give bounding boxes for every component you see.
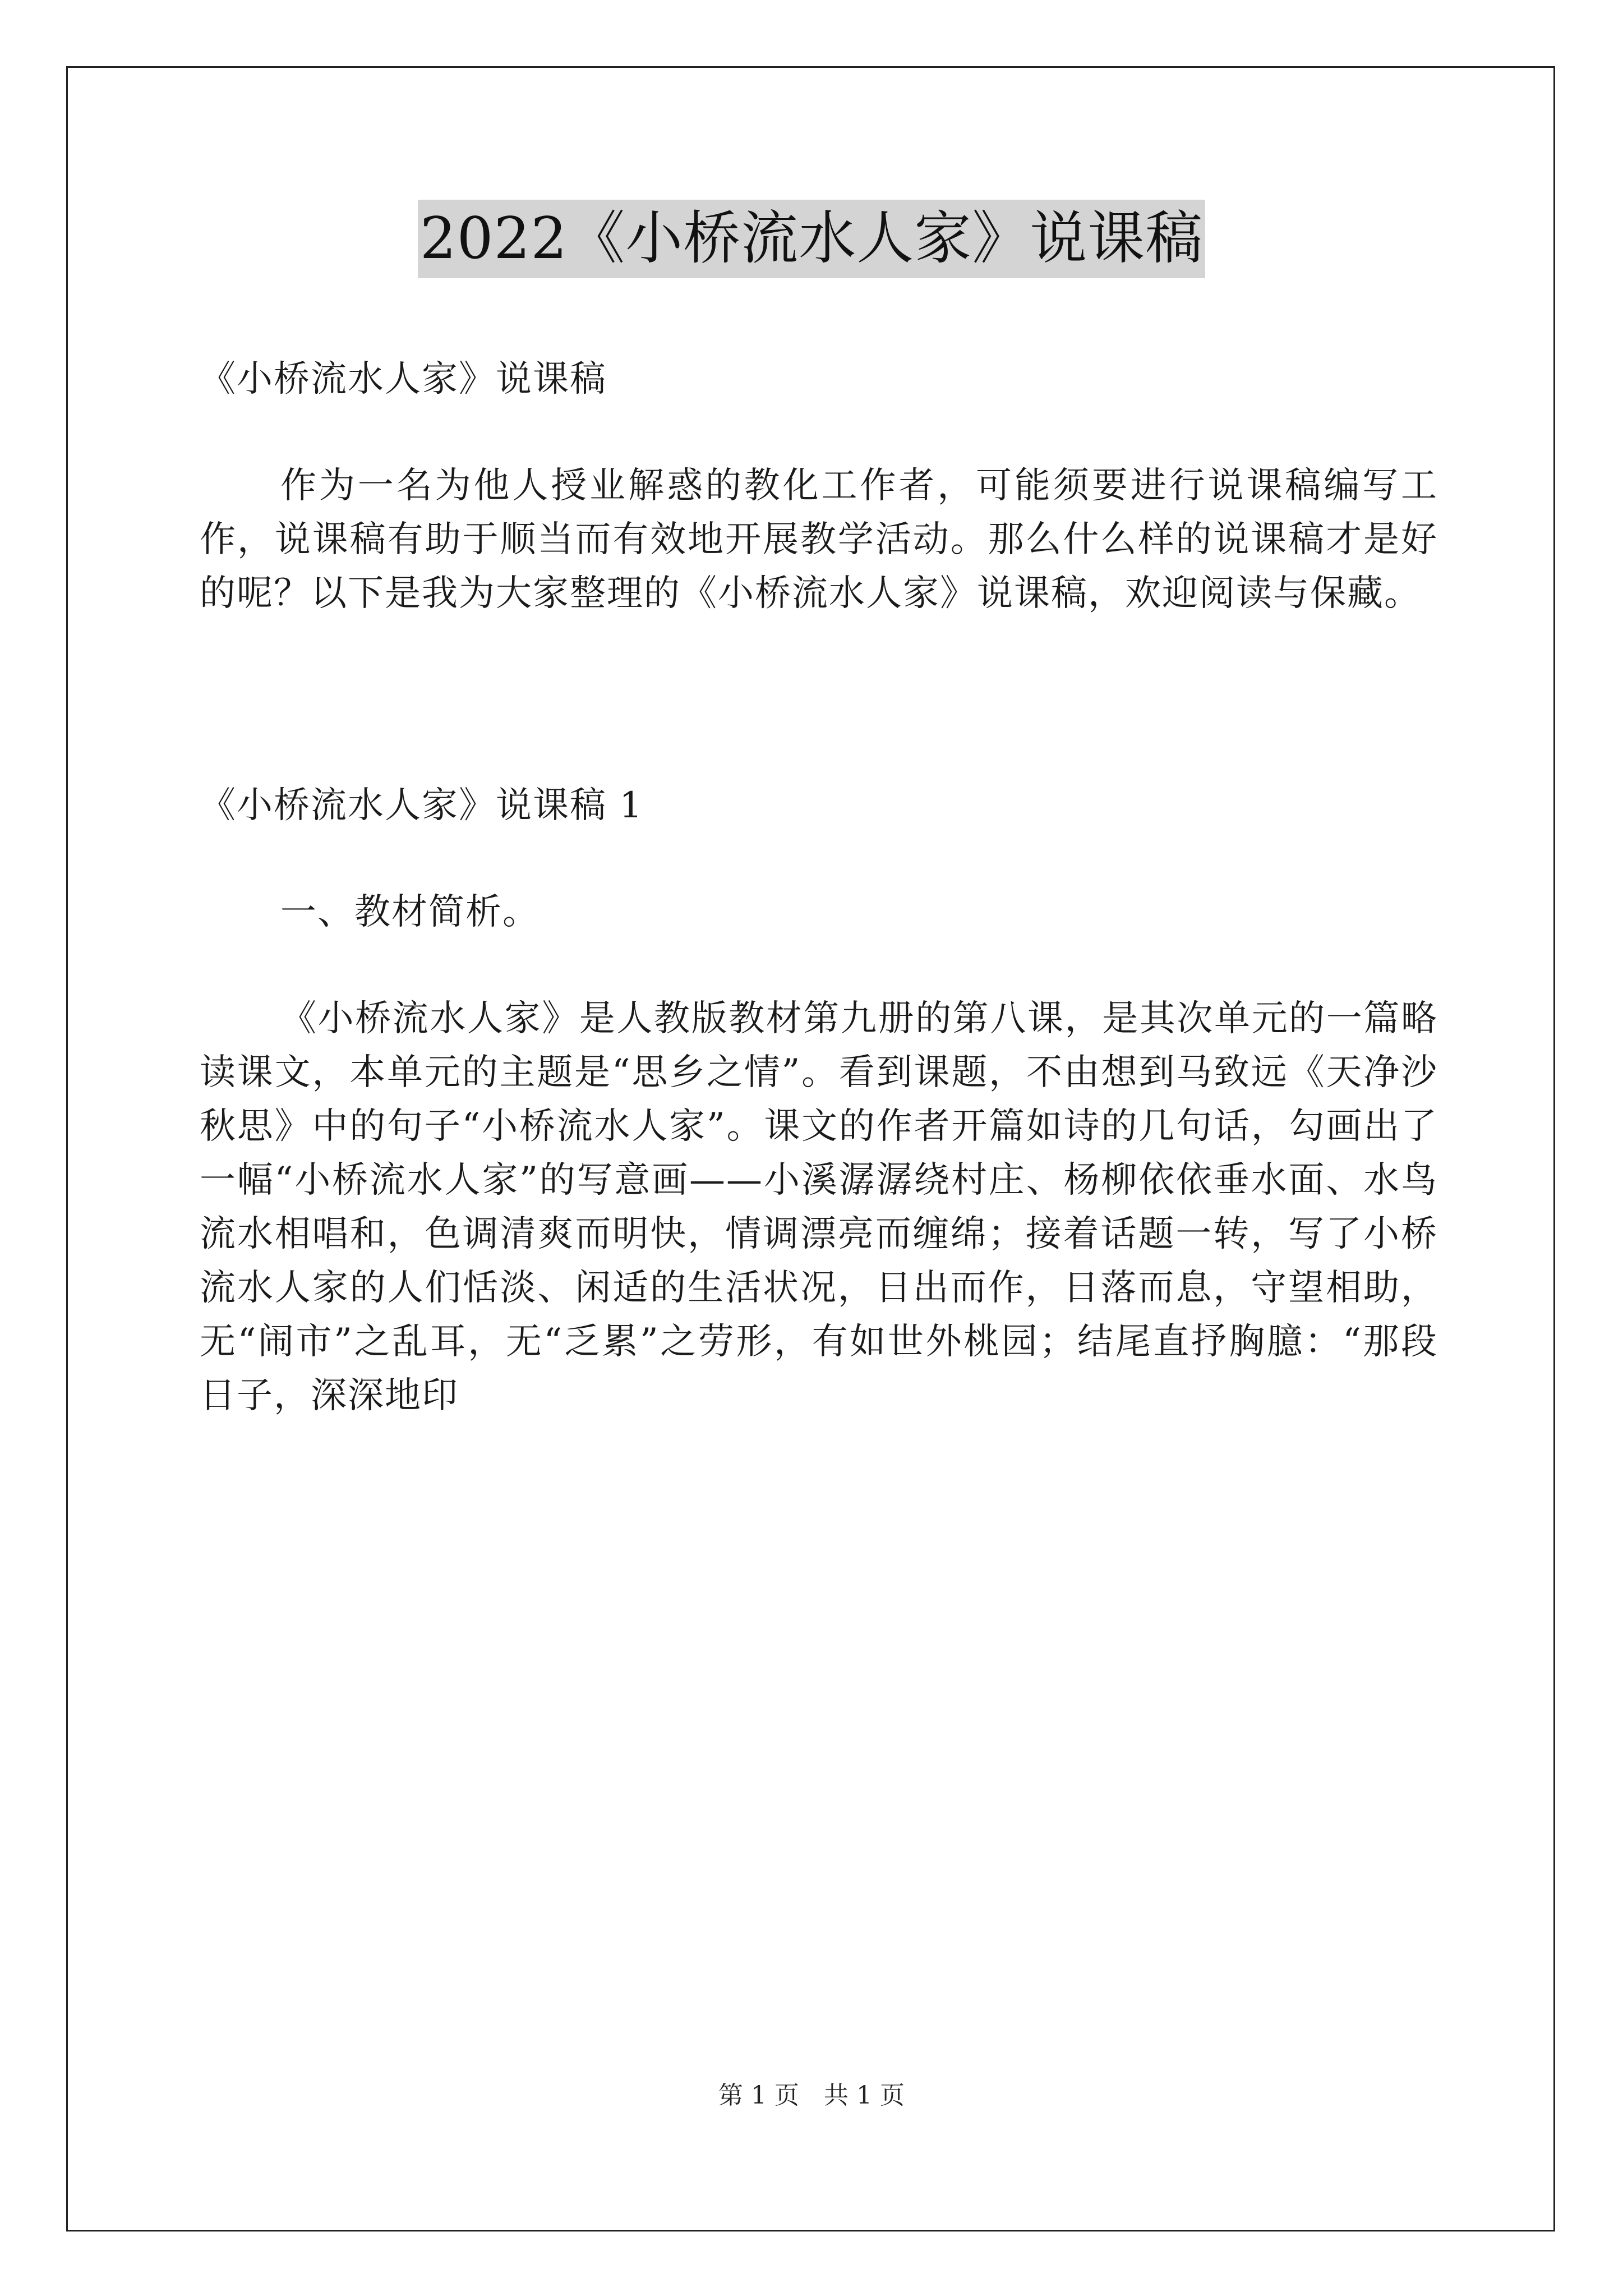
document-title: 2022《小桥流水人家》说课稿 — [418, 200, 1206, 278]
part-heading: 一、教材简析。 — [280, 891, 540, 933]
page-footer: 第 1 页 共 1 页 — [718, 2081, 905, 2110]
section-heading: 《小桥流水人家》说课稿 1 — [200, 785, 644, 826]
intro-paragraph: 作为一名为他人授业解惑的教化工作者，可能须要进行说课稿编写工作，说课稿有助于顺当而有效地开展教学活动。那么什么样的说课稿才是好的呢？以下是我为大家整理的《小桥流水人家》说课稿，欢迎阅读与保藏。 — [200, 465, 1438, 614]
title-container — [0, 200, 1623, 278]
body-paragraph: 《小桥流水人家》是人教版教材第九册的第八课，是其次单元的一篇略读课文，本单元的主题是“思乡之情”。看到课题，不由想到马致远《天净沙秋思》中的句子“小桥流水人家”。课文的作者开篇如诗的几句话，勾画出了一幅“小桥流水人家”的写意画——小溪潺潺绕村庄、杨柳依依垂水面、水鸟流水相唱和，色调清爽而明快，情调漂亮而缠绵；接着话题一转，写了小桥流水人家的人们恬淡、闲适的生活状况，日出而作，日落而息，守望相助，无“闹市”之乱耳，无“乏累”之劳形，有如世外桃园；结尾直抒胸臆：“那段日子，深深地印 — [200, 998, 1438, 1416]
document-subtitle: 《小桥流水人家》说课稿 — [200, 358, 607, 400]
document-body — [200, 352, 1438, 1423]
